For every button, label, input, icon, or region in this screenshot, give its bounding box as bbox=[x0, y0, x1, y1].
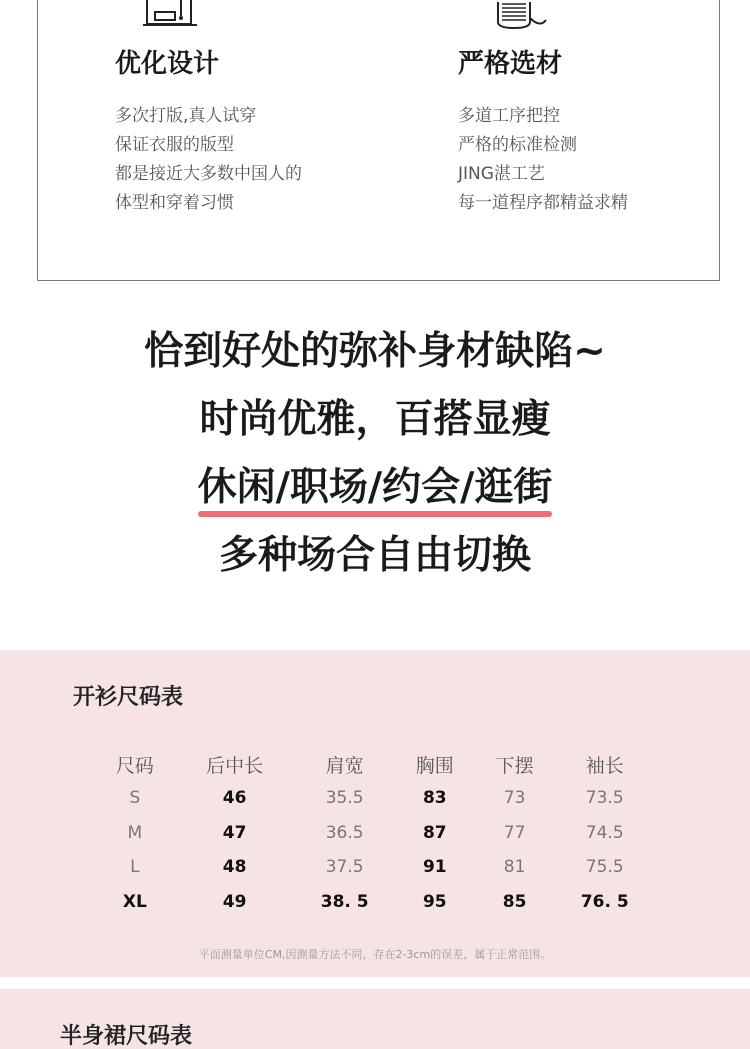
cell-hem: 73 bbox=[503, 788, 526, 809]
cell-sleeve: 74.5 bbox=[585, 822, 624, 843]
size-table-title: 开衫尺码表 bbox=[73, 685, 184, 710]
feature-description bbox=[458, 102, 628, 218]
measurement-note: 平面测量单位CM,因测量方法不同，存在2-3cm的误差，属于正常范围。 bbox=[198, 948, 552, 961]
cell-back-length: 48 bbox=[222, 857, 247, 878]
sewing-machine-icon bbox=[141, 0, 201, 28]
slogan-highlight-text: 休闲/职场/约会/逛街 bbox=[198, 454, 553, 522]
table-row bbox=[95, 885, 655, 920]
cell-hem: 81 bbox=[503, 857, 526, 878]
header-shoulder: 肩宽 bbox=[325, 754, 364, 777]
slogan-line: 多种场合自由切换 bbox=[218, 533, 531, 578]
table-row bbox=[95, 850, 655, 885]
header-sleeve: 袖长 bbox=[585, 754, 624, 777]
cell-shoulder: 37.5 bbox=[325, 857, 364, 878]
slogan-line: 时尚优雅，百搭显瘦 bbox=[199, 397, 551, 442]
cell-shoulder: 38. 5 bbox=[320, 891, 369, 912]
header-back-length: 后中长 bbox=[206, 754, 264, 777]
cell-back-length: 49 bbox=[222, 891, 247, 912]
header-hem: 下摆 bbox=[495, 754, 534, 777]
size-table-header bbox=[95, 747, 655, 781]
feature-line: 多次打版,真人试穿 bbox=[115, 106, 257, 126]
cell-bust: 83 bbox=[422, 788, 447, 809]
thread-spool-icon bbox=[494, 0, 554, 32]
cell-shoulder: 36.5 bbox=[325, 822, 364, 843]
size-table bbox=[95, 747, 655, 919]
feature-description bbox=[115, 102, 302, 218]
cardigan-size-panel bbox=[0, 650, 750, 977]
feature-line: JING湛工艺 bbox=[458, 164, 545, 184]
feature-line: 每一道程序都精益求精 bbox=[458, 193, 628, 213]
cell-sleeve: 73.5 bbox=[585, 788, 624, 809]
section-divider bbox=[0, 977, 750, 989]
cell-size: M bbox=[127, 822, 143, 843]
slogan-highlight-line bbox=[0, 454, 750, 522]
cell-hem: 85 bbox=[502, 891, 527, 912]
table-row bbox=[95, 781, 655, 816]
cell-sleeve: 76. 5 bbox=[580, 891, 629, 912]
feature-box bbox=[37, 0, 720, 281]
slogan-block bbox=[0, 318, 750, 590]
feature-title: 优化设计 bbox=[115, 49, 220, 79]
feature-line: 保证衣服的版型 bbox=[115, 135, 234, 155]
cell-hem: 77 bbox=[503, 822, 526, 843]
cell-size: L bbox=[130, 857, 140, 878]
header-bust: 胸围 bbox=[415, 754, 454, 777]
cell-size: S bbox=[129, 788, 141, 809]
slogan-line: 恰到好处的弥补身材缺陷~ bbox=[144, 329, 606, 374]
header-size: 尺码 bbox=[115, 754, 154, 777]
size-table-title: 半身裙尺码表 bbox=[60, 1024, 193, 1049]
cell-sleeve: 75.5 bbox=[585, 857, 624, 878]
feature-line: 严格的标准检测 bbox=[458, 135, 577, 155]
cell-back-length: 46 bbox=[222, 788, 247, 809]
cell-back-length: 47 bbox=[222, 822, 247, 843]
feature-line: 体型和穿着习惯 bbox=[115, 193, 234, 213]
skirt-size-panel bbox=[0, 989, 750, 1049]
cell-bust: 95 bbox=[422, 891, 447, 912]
cell-size: XL bbox=[122, 891, 147, 912]
cell-bust: 91 bbox=[422, 857, 447, 878]
cell-bust: 87 bbox=[422, 822, 447, 843]
table-row bbox=[95, 816, 655, 851]
feature-title: 严格选材 bbox=[458, 49, 563, 79]
feature-line: 都是接近大多数中国人的 bbox=[115, 164, 302, 184]
cell-shoulder: 35.5 bbox=[325, 788, 364, 809]
feature-line: 多道工序把控 bbox=[458, 106, 560, 126]
